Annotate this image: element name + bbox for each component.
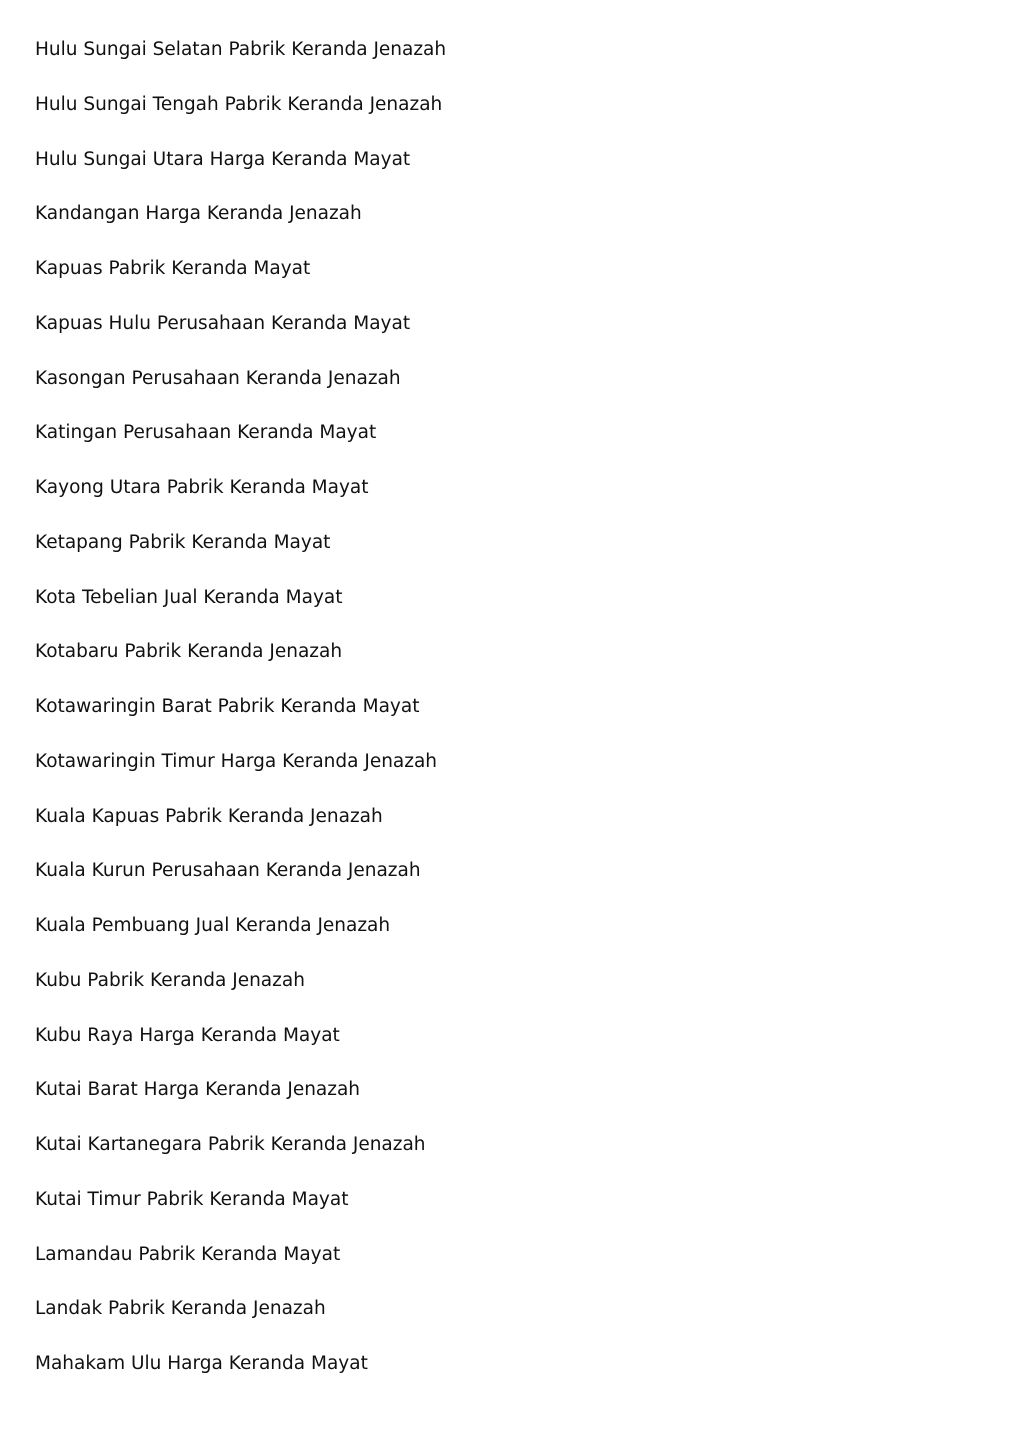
list-item: Kotabaru Pabrik Keranda Jenazah (35, 641, 343, 663)
list-item: Hulu Sungai Selatan Pabrik Keranda Jenazah (35, 39, 447, 60)
list-item: Mahakam Ulu Harga Keranda Mayat (35, 1353, 368, 1374)
list-item: Kutai Barat Harga Keranda Jenazah (35, 1079, 361, 1101)
list-item: Kuala Pembuang Jual Keranda Jenazah (35, 915, 391, 936)
list-item: Kuala Kurun Perusahaan Keranda Jenazah (35, 860, 421, 882)
list-item: Kotawaringin Barat Pabrik Keranda Mayat (35, 696, 420, 717)
list-item: Kayong Utara Pabrik Keranda Mayat (35, 477, 369, 498)
list-item: Kuala Kapuas Pabrik Keranda Jenazah (35, 805, 383, 827)
list-item: Kapuas Pabrik Keranda Mayat (35, 258, 311, 279)
list-item: Kotawaringin Timur Harga Keranda Jenazah (35, 750, 438, 772)
list-item: Kapuas Hulu Perusahaan Keranda Mayat (35, 312, 411, 334)
list-item: Kubu Raya Harga Keranda Mayat (35, 1024, 340, 1046)
list-item: Hulu Sungai Utara Harga Keranda Mayat (35, 148, 411, 170)
list-item: Ketapang Pabrik Keranda Mayat (35, 531, 331, 553)
list-item: Kutai Timur Pabrik Keranda Mayat (35, 1188, 349, 1210)
list-item: Hulu Sungai Tengah Pabrik Keranda Jenazah (35, 93, 443, 115)
list-item: Kasongan Perusahaan Keranda Jenazah (35, 367, 401, 389)
list-item: Lamandau Pabrik Keranda Mayat (35, 1243, 341, 1265)
list-item: Kota Tebelian Jual Keranda Mayat (35, 586, 343, 608)
list-item: Landak Pabrik Keranda Jenazah (35, 1298, 326, 1320)
list-item: Kandangan Harga Keranda Jenazah (35, 203, 362, 225)
list-item: Kutai Kartanegara Pabrik Keranda Jenazah (35, 1134, 426, 1155)
location-list (35, 35, 935, 1404)
list-item: Katingan Perusahaan Keranda Mayat (35, 422, 377, 444)
list-item: Kubu Pabrik Keranda Jenazah (35, 969, 305, 991)
